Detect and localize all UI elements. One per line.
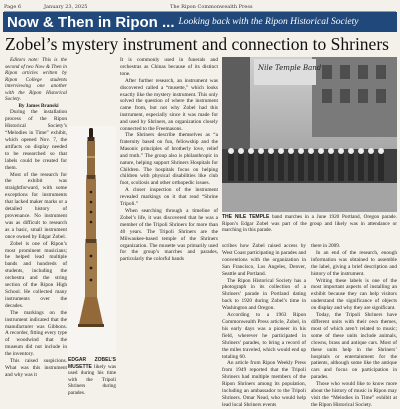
- paragraph: According to a 1963 Ripon Commonwealth Press article, Zobel, in his early days was a pioneer in his field, wherever he participated in Shriners’ parades, to bring a record of the miles traveled, which would end up totaling 60.: [222, 312, 306, 360]
- parade-photo: [222, 57, 397, 212]
- paragraph: When searching through a timeline of Zobel’s life, it was discovered that he was a member of the Tripoli Shriners for more than 40 years. The Tripoli Shriners are the Milwaukee-based temple of the Shriners organization. The musette was primarily used for the group’s marches and parades, particularly the colorful bands: [120, 207, 218, 263]
- page-header: [4, 3, 396, 12]
- paragraph: In an end of the research, enough information was obtained to assemble the label, giving a brief description and history of the instrument.: [311, 249, 397, 277]
- paragraph: During the installation process of the Ripon Historical Society’s “Melodies in Time” exhibit, which opened Nov. 7, the artifacts on display needed to be researched so that labels could be created for them.: [5, 109, 67, 171]
- paragraph: This raised suspicions. What was this instrument and why was it: [5, 358, 67, 378]
- musette-photo: [68, 126, 116, 356]
- paragraph: scribes how Zobel raised access by West Coast participating in parades and conventions with the organization in San Francisco, Los Angeles, Denver, Seattle and Portland.: [222, 243, 306, 277]
- paragraph: An article from Ripon Weekly Press from 1949 reported that the Tripoli Shriners had multiple members of the Ripon Shriners among its population, including an ambassador to the Tripoli Shriners. Omar Nead, who would help lead local Shriners events: [222, 360, 306, 408]
- paragraph: The markings on the instrument indicated that the manufacturer was Gibbons. A recorder, fitting every type of woodwind that the museum did not include in the inventory.: [5, 309, 67, 358]
- caption-text: likely was used during his time with the Tripoli Shriners during parades.: [68, 363, 116, 396]
- caption-text: band marches in a June 1920 Portland, Oregon parade. Ripon’s Edgar Zobel was part of the group and likely was in attendance or marching in this parade.: [222, 214, 397, 234]
- paragraph: The Ripon Historical Society has a photograph in its collection of a Shriners’ parade in Portland dating back to 1920 during Zobel’s time in Washington and Oregon.: [222, 277, 306, 312]
- paper-name: The Ripon Commonwealth Press: [170, 4, 253, 10]
- byline: By James Branski: [18, 102, 59, 109]
- caption-label: EDGAR ZOBEL’S MUSETTE: [68, 357, 116, 370]
- paragraph: A closer inspection of the instrument revealed markings on it that read “Shrine Tripoli.”: [120, 187, 218, 208]
- paragraph: Writing these labels is one of the most important aspects of installing an exhibit because they can help visitors understand the significance of objects on display and why they are significant.: [311, 277, 397, 312]
- page-number: Page 6: [4, 4, 22, 10]
- article-column-1: [5, 57, 67, 400]
- section-banner: [3, 12, 397, 32]
- paragraph: After further research, an instrument was discovered called a “musette,” which looks exactly like the mystery instrument. This only solved the question of where the instrument came from, but not why Zobel had this instrument, especially since it was made for and used by Shriners, an organization closely connected to the Freemasons.: [120, 77, 218, 133]
- musette-caption: [68, 357, 116, 399]
- banner-title: Now & Then in Ripon ...: [7, 13, 175, 31]
- paragraph: there in 2009.: [311, 243, 341, 249]
- article-headline: Zobel’s mystery instrument and connection to Shriners: [5, 34, 389, 54]
- paragraph: Most of the research for the exhibit was straightforward, with some exceptions for instruments that lacked maker marks or a detailed history of provenance. No instrument was as difficult to research as a basic, small instrument once owned by Edgar Zobel.: [5, 171, 67, 240]
- issue-date: January 23, 2025: [44, 4, 88, 10]
- article-column-4: [311, 243, 397, 408]
- paragraph: Today, the Tripoli Shriners have different units with their own themes, most of which aren’t related to music; some of these units include animals, clowns, brass and antique cars. Most of these units help in the Shriners’ hospitals or entertainment for the patients, although some like the antique cars and focus on participation in parades.: [311, 312, 397, 381]
- banner-subtitle: Looking back with the Ripon Historical Society: [178, 17, 359, 27]
- paragraph: The Shriners describe themselves as “a fraternity based on fun, fellowship and the Masonic principles of brotherly love, relief and truth.” The group also is philanthropic in nature, helping support Shriners Hospitals for Children. The hospitals focus on helping children with physical disabilities like club foot, scoliosis and other orthopedic issues.: [120, 132, 218, 187]
- musette-image: [68, 126, 116, 356]
- photo-sign-text: Nile Temple Band: [258, 64, 322, 72]
- paragraph: It is commonly used in funerals and orchestras as Chinas because of its distinct tone.: [120, 57, 218, 77]
- article-column-3: [222, 243, 306, 408]
- article-column-2-lower: [120, 132, 218, 400]
- parade-image: [222, 57, 397, 212]
- caption-label: THE NILE TEMPLE: [222, 214, 270, 220]
- parade-caption: [222, 214, 397, 244]
- paragraph: Zobel is one of Ripon’s most prominent musicians; he helped lead multiple bands and hundreds of students, including the orchestra and the string section of the Ripon High School. He collected many instruments over the decades.: [5, 240, 67, 309]
- paragraph: Those who would like to know more about the history of music in Ripon may visit the “Melodies in Time” exhibit at the Ripon Historical Society.: [311, 381, 397, 408]
- editors-note: Editors note: This is the second of two Now & Then in Ripon articles written by Ripon College students interviewing one another with the Ripon Historical Society.: [5, 57, 67, 102]
